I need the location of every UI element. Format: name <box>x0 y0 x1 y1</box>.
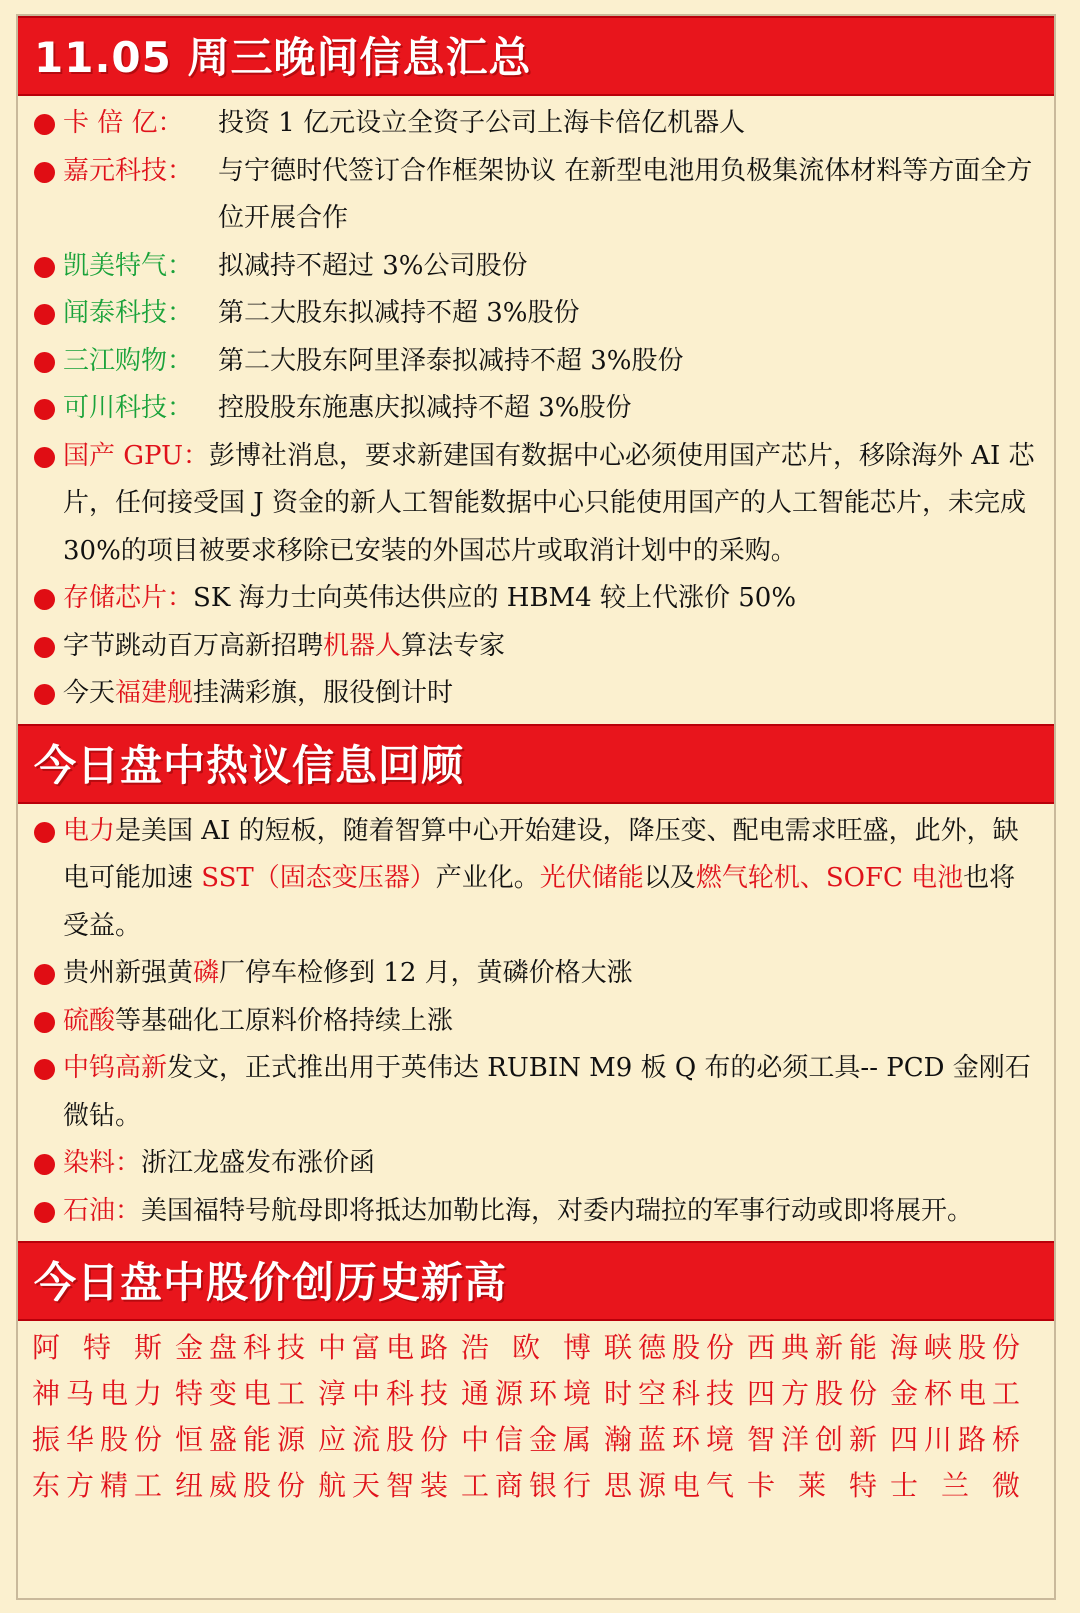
bullet-icon <box>34 352 55 373</box>
highlight-text: 中钨高新 <box>63 1053 168 1083</box>
bullet-icon <box>34 399 55 420</box>
item-text: 是美国 AI 的短板，随着智算中心开始建设，降压变、配电需求旺盛，此外，缺电可能加速 <box>63 815 1019 893</box>
stock-name: 中信金属 <box>461 1423 591 1456</box>
bullet-icon <box>34 304 55 325</box>
section2-title: 今日盘中热议信息回顾 <box>18 724 1054 804</box>
bullet-icon <box>34 447 55 468</box>
list-item <box>18 575 1054 623</box>
stock-name: 瀚蓝环境 <box>604 1423 734 1456</box>
bullet-icon <box>34 1154 55 1175</box>
stock-row <box>32 1417 1054 1463</box>
highlight-text: SST（固态变压器） <box>201 863 436 893</box>
stock-name: 神马电力 <box>32 1377 162 1410</box>
stock-name: 淳中科技 <box>318 1377 448 1410</box>
item-text: 控股股东施惠庆拟减持不超 3%股份 <box>218 393 632 423</box>
bullet-icon <box>34 1012 55 1033</box>
item-text: 字节跳动百万高新招聘 <box>63 630 324 661</box>
item-label: 凯美特气： <box>63 250 194 281</box>
list-item <box>18 338 1054 386</box>
item-text: 也将受益。 <box>63 863 1016 941</box>
stock-row <box>32 1325 1054 1371</box>
item-label: 嘉元科技： <box>63 155 194 186</box>
highlight-text: 机器人 <box>323 630 402 661</box>
bullet-icon <box>34 114 55 135</box>
list-item <box>18 290 1054 338</box>
stock-name: 海峡股份 <box>890 1331 1020 1364</box>
item-text: 挂满彩旗，服役倒计时 <box>193 678 454 708</box>
stock-name: 中富电路 <box>318 1331 448 1364</box>
item-text: 贵州新强黄 <box>63 958 194 988</box>
item-label: 卡 倍 亿： <box>63 108 184 138</box>
stock-name: 振华股份 <box>32 1423 162 1456</box>
item-text: 与宁德时代签订合作框架协议 在新型电池用负极集流体材料等方面全方位开展合作 <box>218 155 1033 233</box>
highlight-text: 石油： <box>63 1195 142 1226</box>
item-label: 闻泰科技： <box>63 298 194 328</box>
stock-name: 联德股份 <box>604 1331 734 1364</box>
stock-name: 纽威股份 <box>175 1469 305 1502</box>
stock-name: 思源电气 <box>604 1469 734 1502</box>
bullet-icon <box>34 257 55 278</box>
stock-grid <box>18 1321 1054 1509</box>
bullet-icon <box>34 1202 55 1223</box>
item-text: 产业化。 <box>435 863 540 893</box>
list-item <box>18 148 1054 243</box>
stock-name: 应流股份 <box>318 1423 448 1456</box>
list-item <box>18 243 1054 291</box>
highlight-text: 染料： <box>63 1148 142 1178</box>
stock-name: 航天智装 <box>318 1469 448 1502</box>
bullet-icon <box>34 822 55 843</box>
stock-name: 阿特斯 <box>32 1331 162 1364</box>
highlight-text: 福建舰 <box>115 678 194 708</box>
bullet-icon <box>34 637 55 658</box>
stock-name: 四方股份 <box>747 1377 877 1410</box>
item-text: 第二大股东拟减持不超 3%股份 <box>218 298 580 328</box>
stock-name: 浩欧博 <box>461 1331 591 1364</box>
item-text: 彭博社消息，要求新建国有数据中心必须使用国产芯片，移除海外 AI 芯片，任何接受国 J 资金的新人工智能数据中心只能使用国产的人工智能芯片，未完成 30%的项目被要求移除已安装的外国芯片或取消计划中的采购。 <box>63 440 1035 566</box>
item-text: 今天 <box>63 678 116 708</box>
stock-name: 东方精工 <box>32 1469 162 1502</box>
highlight-text: 燃气轮机、SOFC 电池 <box>695 863 964 893</box>
item-text: 第二大股东阿里泽泰拟减持不超 3%股份 <box>218 345 684 376</box>
list-item <box>18 950 1054 998</box>
item-label: 三江购物： <box>63 345 194 376</box>
highlight-text: 光伏储能 <box>539 863 644 893</box>
list-item <box>18 998 1054 1046</box>
stock-name: 恒盛能源 <box>175 1423 305 1456</box>
item-text: 等基础化工原料价格持续上涨 <box>115 1005 454 1036</box>
stock-name: 时空科技 <box>604 1377 734 1410</box>
bullet-icon <box>34 684 55 705</box>
section2-list <box>18 804 1054 1242</box>
highlight-text: 磷 <box>193 958 220 988</box>
item-text: 发文，正式推出用于英伟达 RUBIN M9 板 Q 布的必须工具-- PCD 金刚石微钻。 <box>63 1053 1031 1131</box>
stock-name: 智洋创新 <box>747 1423 877 1456</box>
stock-row <box>32 1463 1054 1509</box>
bullet-icon <box>34 1059 55 1080</box>
stock-row <box>32 1371 1054 1417</box>
section1-list <box>18 96 1054 724</box>
stock-name: 四川路桥 <box>890 1423 1020 1456</box>
info-card <box>16 14 1056 1600</box>
bullet-icon <box>34 964 55 985</box>
stock-name: 卡莱特 <box>747 1469 877 1502</box>
section3-title: 今日盘中股价创历史新高 <box>18 1241 1054 1321</box>
stock-name: 士兰微 <box>890 1469 1020 1502</box>
stock-name: 金杯电工 <box>890 1377 1020 1410</box>
stock-name: 工商银行 <box>461 1469 591 1502</box>
highlight-text: 硫酸 <box>63 1005 116 1036</box>
list-item <box>18 1045 1054 1140</box>
item-text: 拟减持不超过 3%公司股份 <box>218 250 528 281</box>
stock-name: 通源环境 <box>461 1377 591 1410</box>
stock-name: 西典新能 <box>747 1331 877 1364</box>
bullet-icon <box>34 589 55 610</box>
item-text: 浙江龙盛发布涨价函 <box>141 1148 376 1178</box>
list-item <box>18 623 1054 671</box>
item-label: 存储芯片： <box>63 583 194 613</box>
list-item <box>18 1140 1054 1188</box>
stock-name: 特变电工 <box>175 1377 305 1410</box>
item-text: 以及 <box>643 863 696 893</box>
list-item <box>18 385 1054 433</box>
list-item <box>18 1188 1054 1236</box>
section1-title: 11.05 周三晚间信息汇总 <box>18 16 1054 96</box>
item-text: 算法专家 <box>401 630 506 661</box>
list-item <box>18 100 1054 148</box>
list-item <box>18 433 1054 576</box>
item-text: 美国福特号航母即将抵达加勒比海，对委内瑞拉的军事行动或即将展开。 <box>141 1195 974 1226</box>
list-item <box>18 670 1054 718</box>
item-text: SK 海力士向英伟达供应的 HBM4 较上代涨价 50% <box>193 583 797 613</box>
highlight-text: 电力 <box>63 815 116 846</box>
item-text: 厂停车检修到 12 月，黄磷价格大涨 <box>219 958 633 988</box>
stock-name: 金盘科技 <box>175 1331 305 1364</box>
item-label: 可川科技： <box>63 393 194 423</box>
bullet-icon <box>34 162 55 183</box>
item-text: 投资 1 亿元设立全资子公司上海卡倍亿机器人 <box>218 108 746 138</box>
list-item <box>18 808 1054 951</box>
item-label: 国产 GPU： <box>63 440 209 471</box>
